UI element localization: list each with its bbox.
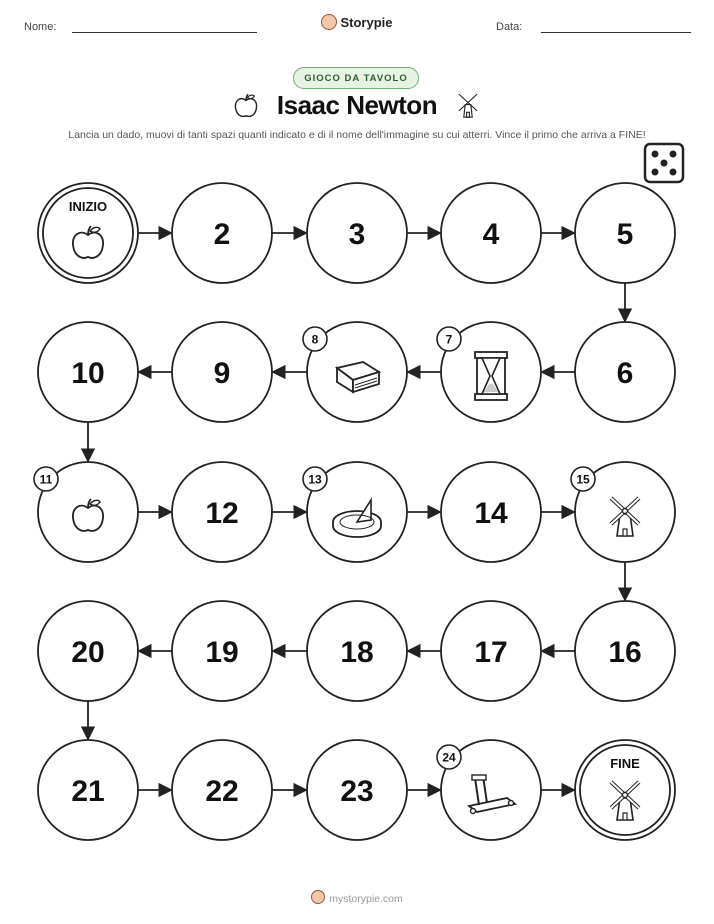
board-space-5 [575,183,675,283]
board-space-14 [441,462,541,562]
brand-name: Storypie [340,15,393,30]
board-space-12 [172,462,272,562]
space-number: 17 [474,636,508,669]
storypie-logo-icon [311,890,325,904]
board-space-20 [38,601,138,701]
space-number: 9 [213,357,231,390]
board-space-10 [38,322,138,422]
space-label: FINE [610,756,640,771]
space-number: 11 [39,472,53,487]
space-number: 4 [482,218,500,251]
space-number: 10 [71,357,105,390]
space-number: 22 [205,775,239,808]
instructions: Lancia un dado, muovi di tanti spazi quanti indicato e di il nome dell'immagine su cui atterri. Vince il primo che arriva a FINE! [68,129,646,141]
space-number-badge [34,467,58,491]
board-space-7 [437,322,541,422]
board-space-11 [34,462,138,562]
board-space-24 [437,740,541,840]
space-number: 18 [340,636,374,669]
space-label: INIZIO [68,199,108,214]
page-title: Isaac Newton [276,90,438,120]
board-space-18 [307,601,407,701]
game-type-badge: GIOCO DA TAVOLO [293,67,419,89]
board-space-19 [172,601,272,701]
space-number-badge [303,467,327,491]
board-space-16 [575,601,675,701]
space-number-badge [437,745,461,769]
board-space-2 [172,183,272,283]
space-number: 19 [205,636,239,669]
board-space-3 [307,183,407,283]
space-number: 23 [340,775,374,808]
space-number: 2 [213,218,231,251]
space-number-badge [571,467,595,491]
space-number: 24 [442,750,456,765]
board-space-17 [441,601,541,701]
space-number-badge [303,327,327,351]
space-number: 16 [608,636,642,669]
space-number: 12 [205,497,239,530]
footer [0,890,714,905]
date-label: Data: [496,21,523,33]
board-space-4 [441,183,541,283]
name-label: Nome: [24,21,57,33]
space-number: 6 [616,357,634,390]
board-space-8 [303,322,407,422]
space-number: 20 [71,636,105,669]
board-space-6 [575,322,675,422]
space-number: 8 [311,332,319,347]
space-number: 14 [474,497,508,530]
board-space-21 [38,740,138,840]
space-number: 21 [71,775,105,808]
board-space-9 [172,322,272,422]
board-space-15 [571,462,675,562]
board-space-25 [575,740,675,840]
space-circle [575,740,675,840]
space-number: 3 [348,218,366,251]
space-number: 15 [576,472,590,487]
space-number-badge [437,327,461,351]
board-space-1 [38,183,138,283]
board-space-23 [307,740,407,840]
footer-url[interactable]: mystorypie.com [329,893,403,905]
space-number: 5 [616,218,634,251]
board-space-13 [303,462,407,562]
space-number: 13 [308,472,322,487]
board-space-22 [172,740,272,840]
space-number: 7 [445,332,453,347]
